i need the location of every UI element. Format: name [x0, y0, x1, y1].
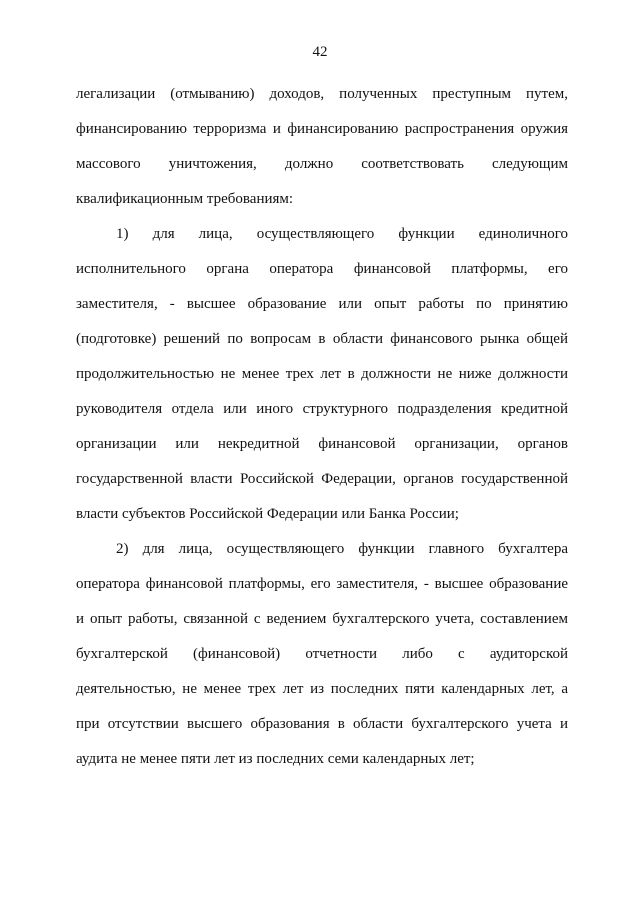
text-line: (подготовке) решений по вопросам в области финансового рынка общей	[76, 331, 568, 347]
text-line: массового уничтожения, должно соответствовать следующим	[76, 156, 568, 172]
text-line: организации или некредитной финансовой организации, органов	[76, 436, 568, 452]
text-line: и опыт работы, связанной с ведением бухгалтерского учета, составлением	[76, 611, 568, 627]
text-line: 1) для лица, осуществляющего функции единоличного	[116, 226, 568, 242]
text-line: продолжительностью не менее трех лет в должности не ниже должности	[76, 366, 568, 382]
text-line: аудита не менее пяти лет из последних семи календарных лет;	[76, 751, 475, 767]
text-line: 2) для лица, осуществляющего функции главного бухгалтера	[116, 541, 568, 557]
text-line: исполнительного органа оператора финансовой платформы, его	[76, 261, 568, 277]
page-number: 42	[312, 44, 328, 60]
text-line: заместителя, - высшее образование или опыт работы по принятию	[76, 296, 568, 312]
text-line: квалификационным требованиям:	[76, 191, 294, 207]
text-line: государственной власти Российской Федерации, органов государственной	[76, 471, 568, 487]
text-line: бухгалтерской (финансовой) отчетности либо с аудиторской	[76, 646, 568, 662]
text-line: деятельностью, не менее трех лет из последних пяти календарных лет, а	[76, 681, 568, 697]
text-line: власти субъектов Российской Федерации или Банка России;	[76, 506, 459, 522]
text-line: финансированию терроризма и финансированию распространения оружия	[76, 121, 568, 137]
text-line: легализации (отмыванию) доходов, полученных преступным путем,	[76, 86, 568, 102]
text-line: при отсутствии высшего образования в области бухгалтерского учета и	[76, 716, 568, 732]
text-line: руководителя отдела или иного структурного подразделения кредитной	[76, 401, 568, 417]
text-line: оператора финансовой платформы, его заместителя, - высшее образование	[76, 576, 568, 592]
